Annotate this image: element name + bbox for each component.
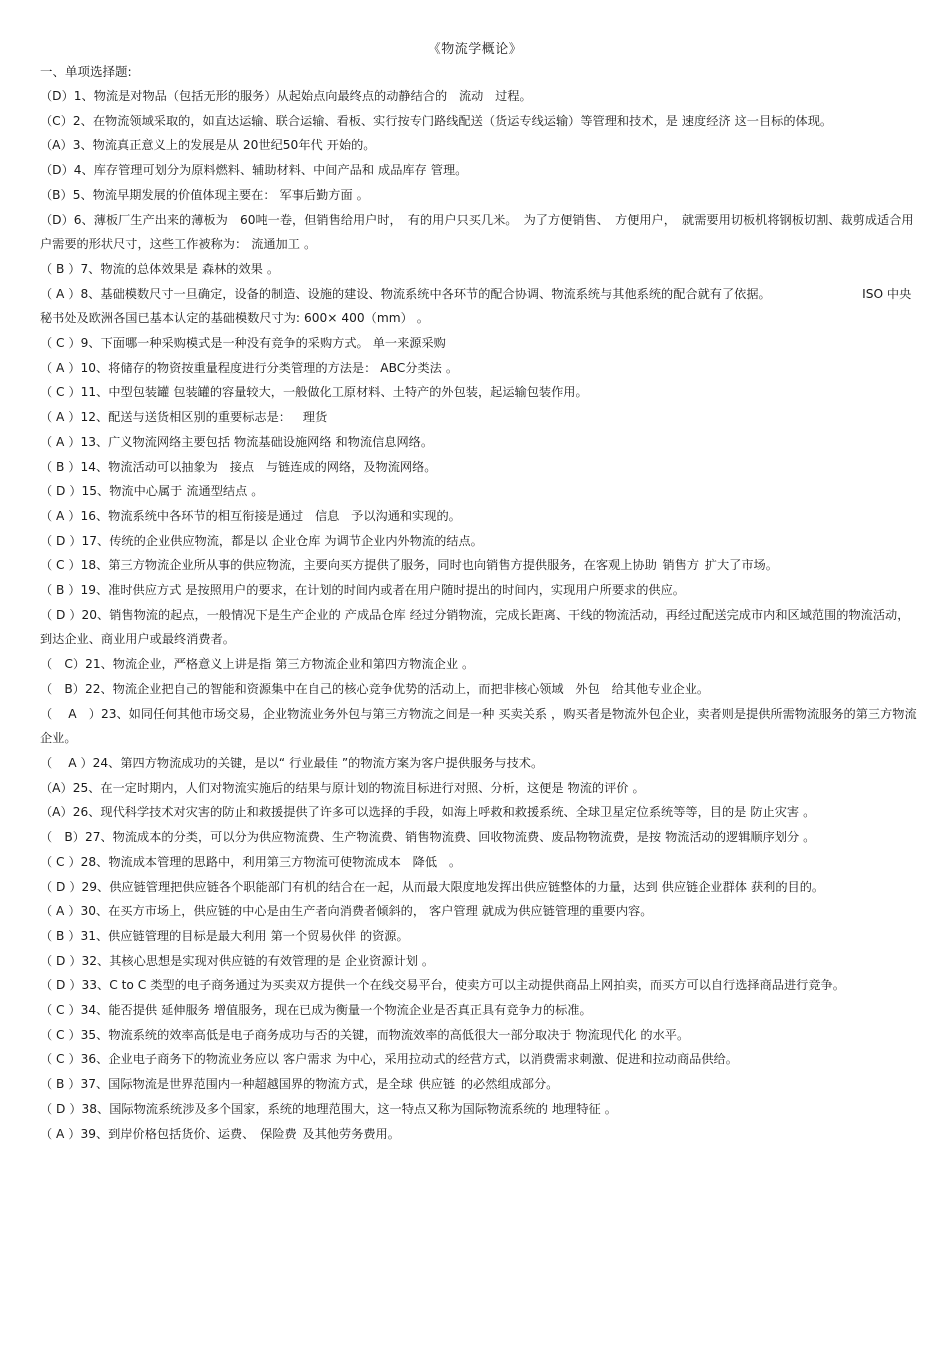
question-item xyxy=(40,924,920,949)
question-text: 39、到岸价格包括货价、运费、 xyxy=(80,1126,255,1141)
question-text-end: 就成为供应链管理的重要内容。 xyxy=(481,904,653,919)
question-item xyxy=(40,1047,920,1072)
answer-choice: （ A ） xyxy=(40,508,81,523)
question-text: 32、其核心思想是实现对供应链的有效管理的是 xyxy=(81,953,341,968)
fill-in-answer: 速度经济 xyxy=(681,113,731,128)
fill-in-answer: 接点 xyxy=(229,459,255,474)
answer-choice: （ C ） xyxy=(40,1027,81,1042)
question-item xyxy=(40,677,920,702)
question-text: 12、配送与送货相区别的重要标志是： xyxy=(80,410,291,425)
question-item xyxy=(40,1023,920,1048)
fill-in-answer: 理货 xyxy=(302,410,328,425)
question-text: 6、薄板厂生产出来的薄板为 60吨一卷，但销售给用户时， 有的用户只买几米。 为了方便销售、 方便用户， 就需要用切板机将钢板切割、裁剪成适合用户需要的形状尺寸，这些工作被称为： xyxy=(40,212,914,252)
question-text: 21、物流企业，严格意义上讲是指 xyxy=(85,657,272,672)
fill-in-answer: 物流活动的逻辑顺序划分 xyxy=(665,830,800,845)
question-text: 20、销售物流的起点，一般情况下是生产企业的 xyxy=(81,607,341,622)
answer-choice: （ D ） xyxy=(40,533,82,548)
question-text: 28、物流成本管理的思路中，利用第三方物流可使物流成本 xyxy=(80,854,401,869)
question-item xyxy=(40,455,920,480)
question-text-end: 扩大了市场。 xyxy=(704,558,778,573)
question-text-end: 。 xyxy=(251,484,264,499)
answer-choice: （ A ） xyxy=(40,904,81,919)
fill-in-answer: 物流基础设施网络 xyxy=(234,434,332,449)
answer-choice: （ A ） xyxy=(40,1126,81,1141)
question-item xyxy=(40,800,920,825)
answer-choice: （D） xyxy=(40,89,74,103)
question-text-end: 。 xyxy=(445,360,459,375)
question-text: 18、第三方物流企业所从事的供应物流，主要向买方提供了服务，同时也向销售方提供服务，在客观上协助 xyxy=(80,558,657,573)
question-item xyxy=(40,257,920,282)
answer-choice: （ B） xyxy=(40,681,85,696)
fill-in-answer: 防止灾害 xyxy=(750,805,800,820)
question-item xyxy=(40,479,920,504)
question-item xyxy=(40,973,920,998)
answer-choice: （ D ） xyxy=(40,607,82,622)
question-item xyxy=(40,1072,920,1097)
answer-choice: （ D ） xyxy=(40,1101,82,1116)
question-text-end: 。 xyxy=(604,1101,617,1116)
question-text-end: 予以沟通和实现的。 xyxy=(351,508,461,523)
question-text: 5、物流早期发展的价值体现主要在： xyxy=(72,187,276,202)
fill-in-answer: 森林的效果 xyxy=(201,261,263,276)
question-text: 13、广义物流网络主要包括 xyxy=(80,434,231,449)
fill-in-answer: 流通加工 xyxy=(251,237,300,252)
answer-choice: （ A ） xyxy=(40,286,81,301)
question-text-end: 获利的目的。 xyxy=(750,879,825,894)
question-text: 16、物流系统中各环节的相互衔接是通过 xyxy=(80,508,304,523)
answer-choice: （ D ） xyxy=(40,879,82,894)
answer-choice: （D） xyxy=(40,163,74,178)
question-text: 34、能否提供 xyxy=(80,1003,158,1018)
fill-in-answer: 流通型结点 xyxy=(186,484,248,499)
answer-choice: （ C ） xyxy=(40,385,81,400)
fill-in-answer: 供应链企业群体 xyxy=(661,879,747,894)
answer-choice: （ C ） xyxy=(40,1052,81,1067)
answer-choice: （ A ） xyxy=(40,410,81,425)
answer-choice: （ B ） xyxy=(40,459,81,474)
answer-choice: （A） xyxy=(40,780,73,795)
fill-in-answer: 企业资源计划 xyxy=(344,953,418,968)
question-text-end: 与链连成的网络，及物流网络。 xyxy=(265,459,437,474)
fill-in-answer: 单一来源采购 xyxy=(372,336,446,351)
question-item xyxy=(40,850,920,875)
question-text-end: 。 xyxy=(303,237,317,252)
answer-choice: （ D ） xyxy=(40,484,82,499)
question-item xyxy=(40,949,920,974)
fill-in-answer: 企业仓库 xyxy=(271,533,321,548)
question-text-end: 开始的。 xyxy=(326,138,376,153)
answer-choice: （ A ） xyxy=(40,755,93,770)
question-item xyxy=(40,1122,920,1147)
question-text-end: 增值服务，现在已成为衡量一个物流企业是否真正具有竞争力的标准。 xyxy=(213,1003,592,1018)
question-text: 22、物流企业把自己的智能和资源集中在自己的核心竞争优势的活动上，而把非核心领域 xyxy=(84,681,564,696)
question-text-end: 。 xyxy=(462,657,475,672)
answer-choice: （ B） xyxy=(40,830,85,845)
question-text: 2、在物流领域采取的，如直达运输、联合运输、看板、实行按专门路线配送（货运专线运输）等管理和技术，是 xyxy=(72,113,678,128)
answer-choice: （ A ） xyxy=(40,434,81,449)
question-item xyxy=(40,504,920,529)
fill-in-answer: 产成品仓库 xyxy=(344,607,406,622)
question-item xyxy=(40,603,920,652)
fill-in-answer: 类型的电子商务通过为买卖双方提供一个在线交易平台，使卖方可以主动提供商品上网拍卖，而买方可以自行选择商品进行竞争。 xyxy=(150,978,845,993)
question-text: 8、基础模数尺寸一旦确定，设备的制造、设施的建设、物流系统中各环节的配合协调、物流系统与其他系统的配合就有了依据。 ISO 中央秘书处及欧洲各国已基本认定的基础模数尺寸为: xyxy=(40,286,912,326)
section-heading: 一、单项选择题: xyxy=(40,64,132,79)
fill-in-answer: 物流现代化 xyxy=(575,1027,637,1042)
question-item xyxy=(40,1097,920,1122)
fill-in-answer: ABC分类法 xyxy=(380,360,442,375)
question-text: 30、在买方市场上，供应链的中心是由生产者向消费者倾斜的， xyxy=(80,904,426,919)
question-text-end: 。 xyxy=(803,805,816,820)
question-text: 24、第四方物流成功的关键，是以“ xyxy=(92,755,286,770)
question-item xyxy=(40,158,920,183)
fill-in-answer: 是按照用户的要求，在计划的时间内或者在用户随时提出的时间内，实现用户所要求的供应。 xyxy=(185,583,685,598)
question-text: 17、传统的企业供应物流，都是以 xyxy=(81,533,268,548)
question-text: 4、库存管理可划分为原料燃料、辅助材料、中间产品和 xyxy=(73,163,375,178)
question-text-end: 的资源。 xyxy=(359,928,409,943)
question-text-end: 。 xyxy=(266,261,280,276)
question-text-end: 为中心，采用拉动式的经营方式，以消费需求刺激、促进和拉动商品供给。 xyxy=(335,1052,738,1067)
question-text: 33、C to C xyxy=(81,978,147,993)
question-text: 25、在一定时期内，人们对物流实施后的结果与原计划的物流目标进行对照、分析，这便是 xyxy=(72,780,564,795)
answer-choice: （ C ） xyxy=(40,854,81,869)
fill-in-answer: 延伸服务 xyxy=(161,1003,210,1018)
question-text: 27、物流成本的分类，可以分为供应物流费、生产物流费、销售物流费、回收物流费、废品物物流费，是按 xyxy=(84,830,662,845)
question-text: 37、国际物流是世界范围内一种超越国界的物流方式，是全球 xyxy=(80,1077,413,1092)
question-item xyxy=(40,776,920,801)
question-item xyxy=(40,751,920,776)
question-text: 1、物流是对物品（包括无形的服务）从起始点向最终点的动静结合的 xyxy=(73,89,448,103)
question-text-end: 为调节企业内外物流的结点。 xyxy=(324,533,483,548)
question-item xyxy=(40,899,920,924)
question-text: 19、准时供应方式 xyxy=(80,583,182,598)
question-text: 31、供应链管理的目标是最大利用 xyxy=(80,928,267,943)
question-text-end: 管理。 xyxy=(430,163,468,178)
answer-choice: （ D ） xyxy=(40,978,82,993)
question-text-end: 过程。 xyxy=(495,89,532,103)
answer-choice: （ B ） xyxy=(40,261,81,276)
question-item xyxy=(40,183,920,208)
question-text: 14、物流活动可以抽象为 xyxy=(80,459,218,474)
question-text: 36、企业电子商务下的物流业务应以 xyxy=(80,1052,279,1067)
question-text: 15、物流中心属于 xyxy=(81,484,183,499)
question-text-end: ，购买者是物流外包企业，卖者则是提供所需物流服务的第三方物流企业。 xyxy=(40,706,917,746)
question-item xyxy=(40,875,920,900)
answer-choice: （ C ） xyxy=(40,1003,81,1018)
question-text: 26、现代科学技术对灾害的防止和救援提供了许多可以选择的手段，如海上呼救和救援系统、全球卫星定位系统等等，目的是 xyxy=(72,805,747,820)
fill-in-answer: 成品库存 xyxy=(378,163,427,178)
question-text: 23、如同任何其他市场交易，企业物流业务外包与第三方物流之间是一种 xyxy=(100,706,495,721)
question-text-end: 。 xyxy=(356,187,369,202)
answer-choice: （A） xyxy=(40,138,73,153)
question-list xyxy=(40,84,920,1146)
fill-in-answer: 军事后勤方面 xyxy=(279,187,353,202)
question-text: 9、下面哪一种采购模式是一种没有竞争的采购方式。 xyxy=(80,336,369,351)
question-item xyxy=(40,405,920,430)
question-text-end: 。 xyxy=(448,854,462,869)
question-item xyxy=(40,380,920,405)
question-item xyxy=(40,282,920,331)
fill-in-answer: 信息 xyxy=(314,508,340,523)
answer-choice: （ B ） xyxy=(40,928,81,943)
question-text-end: 和物流信息网络。 xyxy=(335,434,434,449)
fill-in-answer: 销售方 xyxy=(662,558,700,573)
question-item xyxy=(40,998,920,1023)
question-text: 35、物流系统的效率高低是电子商务成功与否的关键，而物流效率的高低很大一部分取决于 xyxy=(80,1027,572,1042)
answer-choice: （ C） xyxy=(40,657,86,672)
fill-in-answer: 第三方物流企业和第四方物流企业 xyxy=(275,657,459,672)
question-text: 7、物流的总体效果是 xyxy=(80,261,198,276)
question-text-end: 这一目标的体现。 xyxy=(734,113,833,128)
answer-choice: （D） xyxy=(40,212,74,227)
question-text: 11、中型包装罐 xyxy=(80,385,170,400)
fill-in-answer: 流动 xyxy=(458,89,484,103)
question-text-end: 给其他专业企业。 xyxy=(611,681,710,696)
question-item xyxy=(40,84,920,109)
fill-in-answer: 20世纪50年代 xyxy=(242,138,323,153)
question-item xyxy=(40,331,920,356)
question-item xyxy=(40,578,920,603)
answer-choice: （ A ） xyxy=(40,360,81,375)
document-title: 《物流学概论》 xyxy=(427,42,523,57)
question-text-end: 。 xyxy=(416,311,429,326)
question-item xyxy=(40,430,920,455)
fill-in-answer: 供应链 xyxy=(418,1077,456,1092)
fill-in-answer: 降低 xyxy=(412,854,438,869)
question-text-end: ”的物流方案为客户提供服务与技术。 xyxy=(341,755,544,770)
answer-choice: （ B ） xyxy=(40,583,81,598)
answer-choice: （ D ） xyxy=(40,953,82,968)
question-item xyxy=(40,652,920,677)
question-item xyxy=(40,529,920,554)
question-item xyxy=(40,825,920,850)
question-text-end: 。 xyxy=(421,953,435,968)
fill-in-answer: 地理特征 xyxy=(551,1101,601,1116)
fill-in-answer: 包装罐的容量较大，一般做化工原材料、土特产的外包装，起运输包装作用。 xyxy=(173,385,588,400)
question-item xyxy=(40,702,920,751)
answer-choice: （B） xyxy=(40,187,73,202)
question-text-end: 的必然组成部分。 xyxy=(460,1077,559,1092)
question-text-end: 。 xyxy=(803,830,816,845)
question-item xyxy=(40,553,920,578)
fill-in-answer: 物流的评价 xyxy=(567,780,629,795)
question-text-end: 的水平。 xyxy=(640,1027,690,1042)
answer-choice: （ C ） xyxy=(40,336,81,351)
fill-in-answer: 第一个贸易伙伴 xyxy=(270,928,356,943)
question-item xyxy=(40,109,920,134)
question-text-end: 及其他劳务费用。 xyxy=(302,1126,400,1141)
answer-choice: （ C ） xyxy=(40,558,81,573)
question-text: 3、物流真正意义上的发展是从 xyxy=(72,138,239,153)
fill-in-answer: 买卖关系 xyxy=(498,706,548,721)
answer-choice: （ B ） xyxy=(40,1077,81,1092)
question-text: 29、供应链管理把供应链各个职能部门有机的结合在一起，从而最大限度地发挥出供应链整体的力量，达到 xyxy=(81,879,658,894)
fill-in-answer: 外包 xyxy=(575,681,600,696)
question-item xyxy=(40,356,920,381)
fill-in-answer: 客户管理 xyxy=(429,904,478,919)
question-item xyxy=(40,208,920,257)
question-item xyxy=(40,133,920,158)
fill-in-answer: 行业最佳 xyxy=(289,755,338,770)
question-text-end: 。 xyxy=(632,780,645,795)
question-text: 10、将储存的物资按重量程度进行分类管理的方法是： xyxy=(80,360,377,375)
answer-choice: （ A ） xyxy=(40,706,101,721)
answer-choice: （C） xyxy=(40,113,73,128)
fill-in-answer: 客户需求 xyxy=(282,1052,332,1067)
question-text-end: 经过分销物流，完成长距离、干线的物流活动，再经过配送完成市内和区域范围的物流活动，到达企业、商业用户或最终消费者。 xyxy=(40,607,910,647)
fill-in-answer: 保险费 xyxy=(260,1126,297,1141)
fill-in-answer: 600× 400（mm） xyxy=(304,311,413,326)
answer-choice: （A） xyxy=(40,805,73,820)
question-text: 38、国际物流系统涉及多个国家，系统的地理范围大，这一特点又称为国际物流系统的 xyxy=(81,1101,548,1116)
